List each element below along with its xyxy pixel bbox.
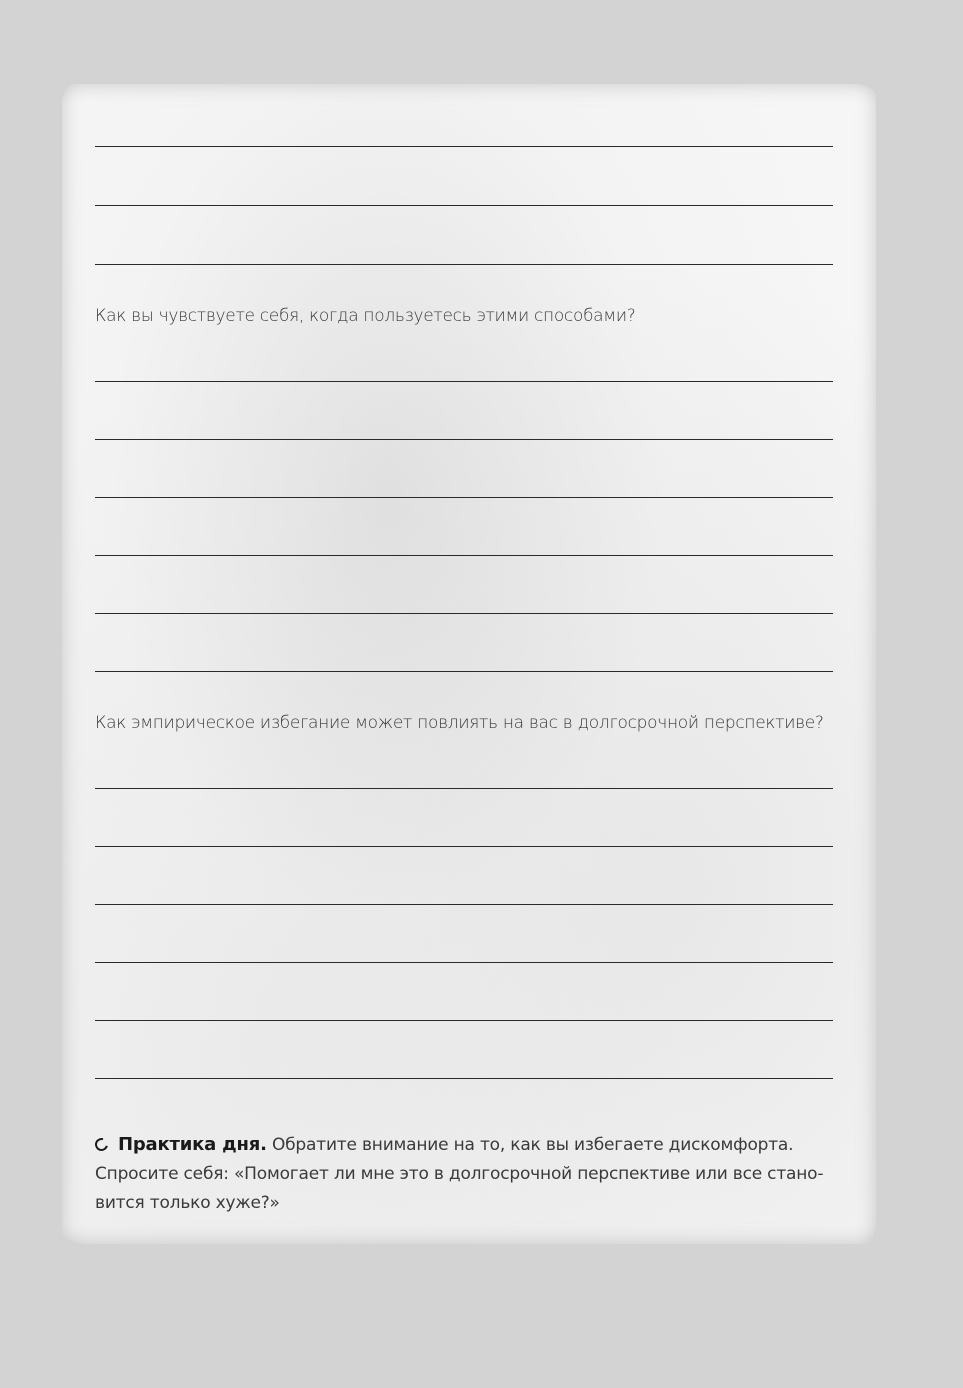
practice-text-1: Обратите внимание на то, как вы избегаете дискомфорта. <box>266 1135 794 1155</box>
question-1: Как вы чувствуете себя, когда пользуетесь этими способами? <box>95 306 636 326</box>
answer-line[interactable] <box>95 962 833 963</box>
answer-line[interactable] <box>95 146 833 147</box>
practice-line-1 <box>95 1130 835 1160</box>
answer-line[interactable] <box>95 381 833 382</box>
answer-line[interactable] <box>95 205 833 206</box>
answer-line[interactable] <box>95 497 833 498</box>
answer-line[interactable] <box>95 1020 833 1021</box>
answer-line[interactable] <box>95 1078 833 1079</box>
answer-line[interactable] <box>95 264 833 265</box>
practice-line-3: вится только хуже?» <box>95 1193 280 1213</box>
practice-line-2: Спросите себя: «Помогает ли мне это в долгосрочной перспективе или все стано- <box>95 1164 824 1184</box>
answer-line[interactable] <box>95 788 833 789</box>
answer-line[interactable] <box>95 904 833 905</box>
practice-heading: Практика дня. <box>118 1134 267 1155</box>
question-2: Как эмпирическое избегание может повлиять на вас в долгосрочной перспективе? <box>95 713 824 733</box>
worksheet-paper <box>62 84 876 1244</box>
answer-line[interactable] <box>95 846 833 847</box>
answer-line[interactable] <box>95 671 833 672</box>
answer-line[interactable] <box>95 555 833 556</box>
practice-of-the-day <box>95 1130 835 1218</box>
answer-line[interactable] <box>95 613 833 614</box>
answer-line[interactable] <box>95 439 833 440</box>
circle-bullet-icon <box>93 1136 111 1154</box>
